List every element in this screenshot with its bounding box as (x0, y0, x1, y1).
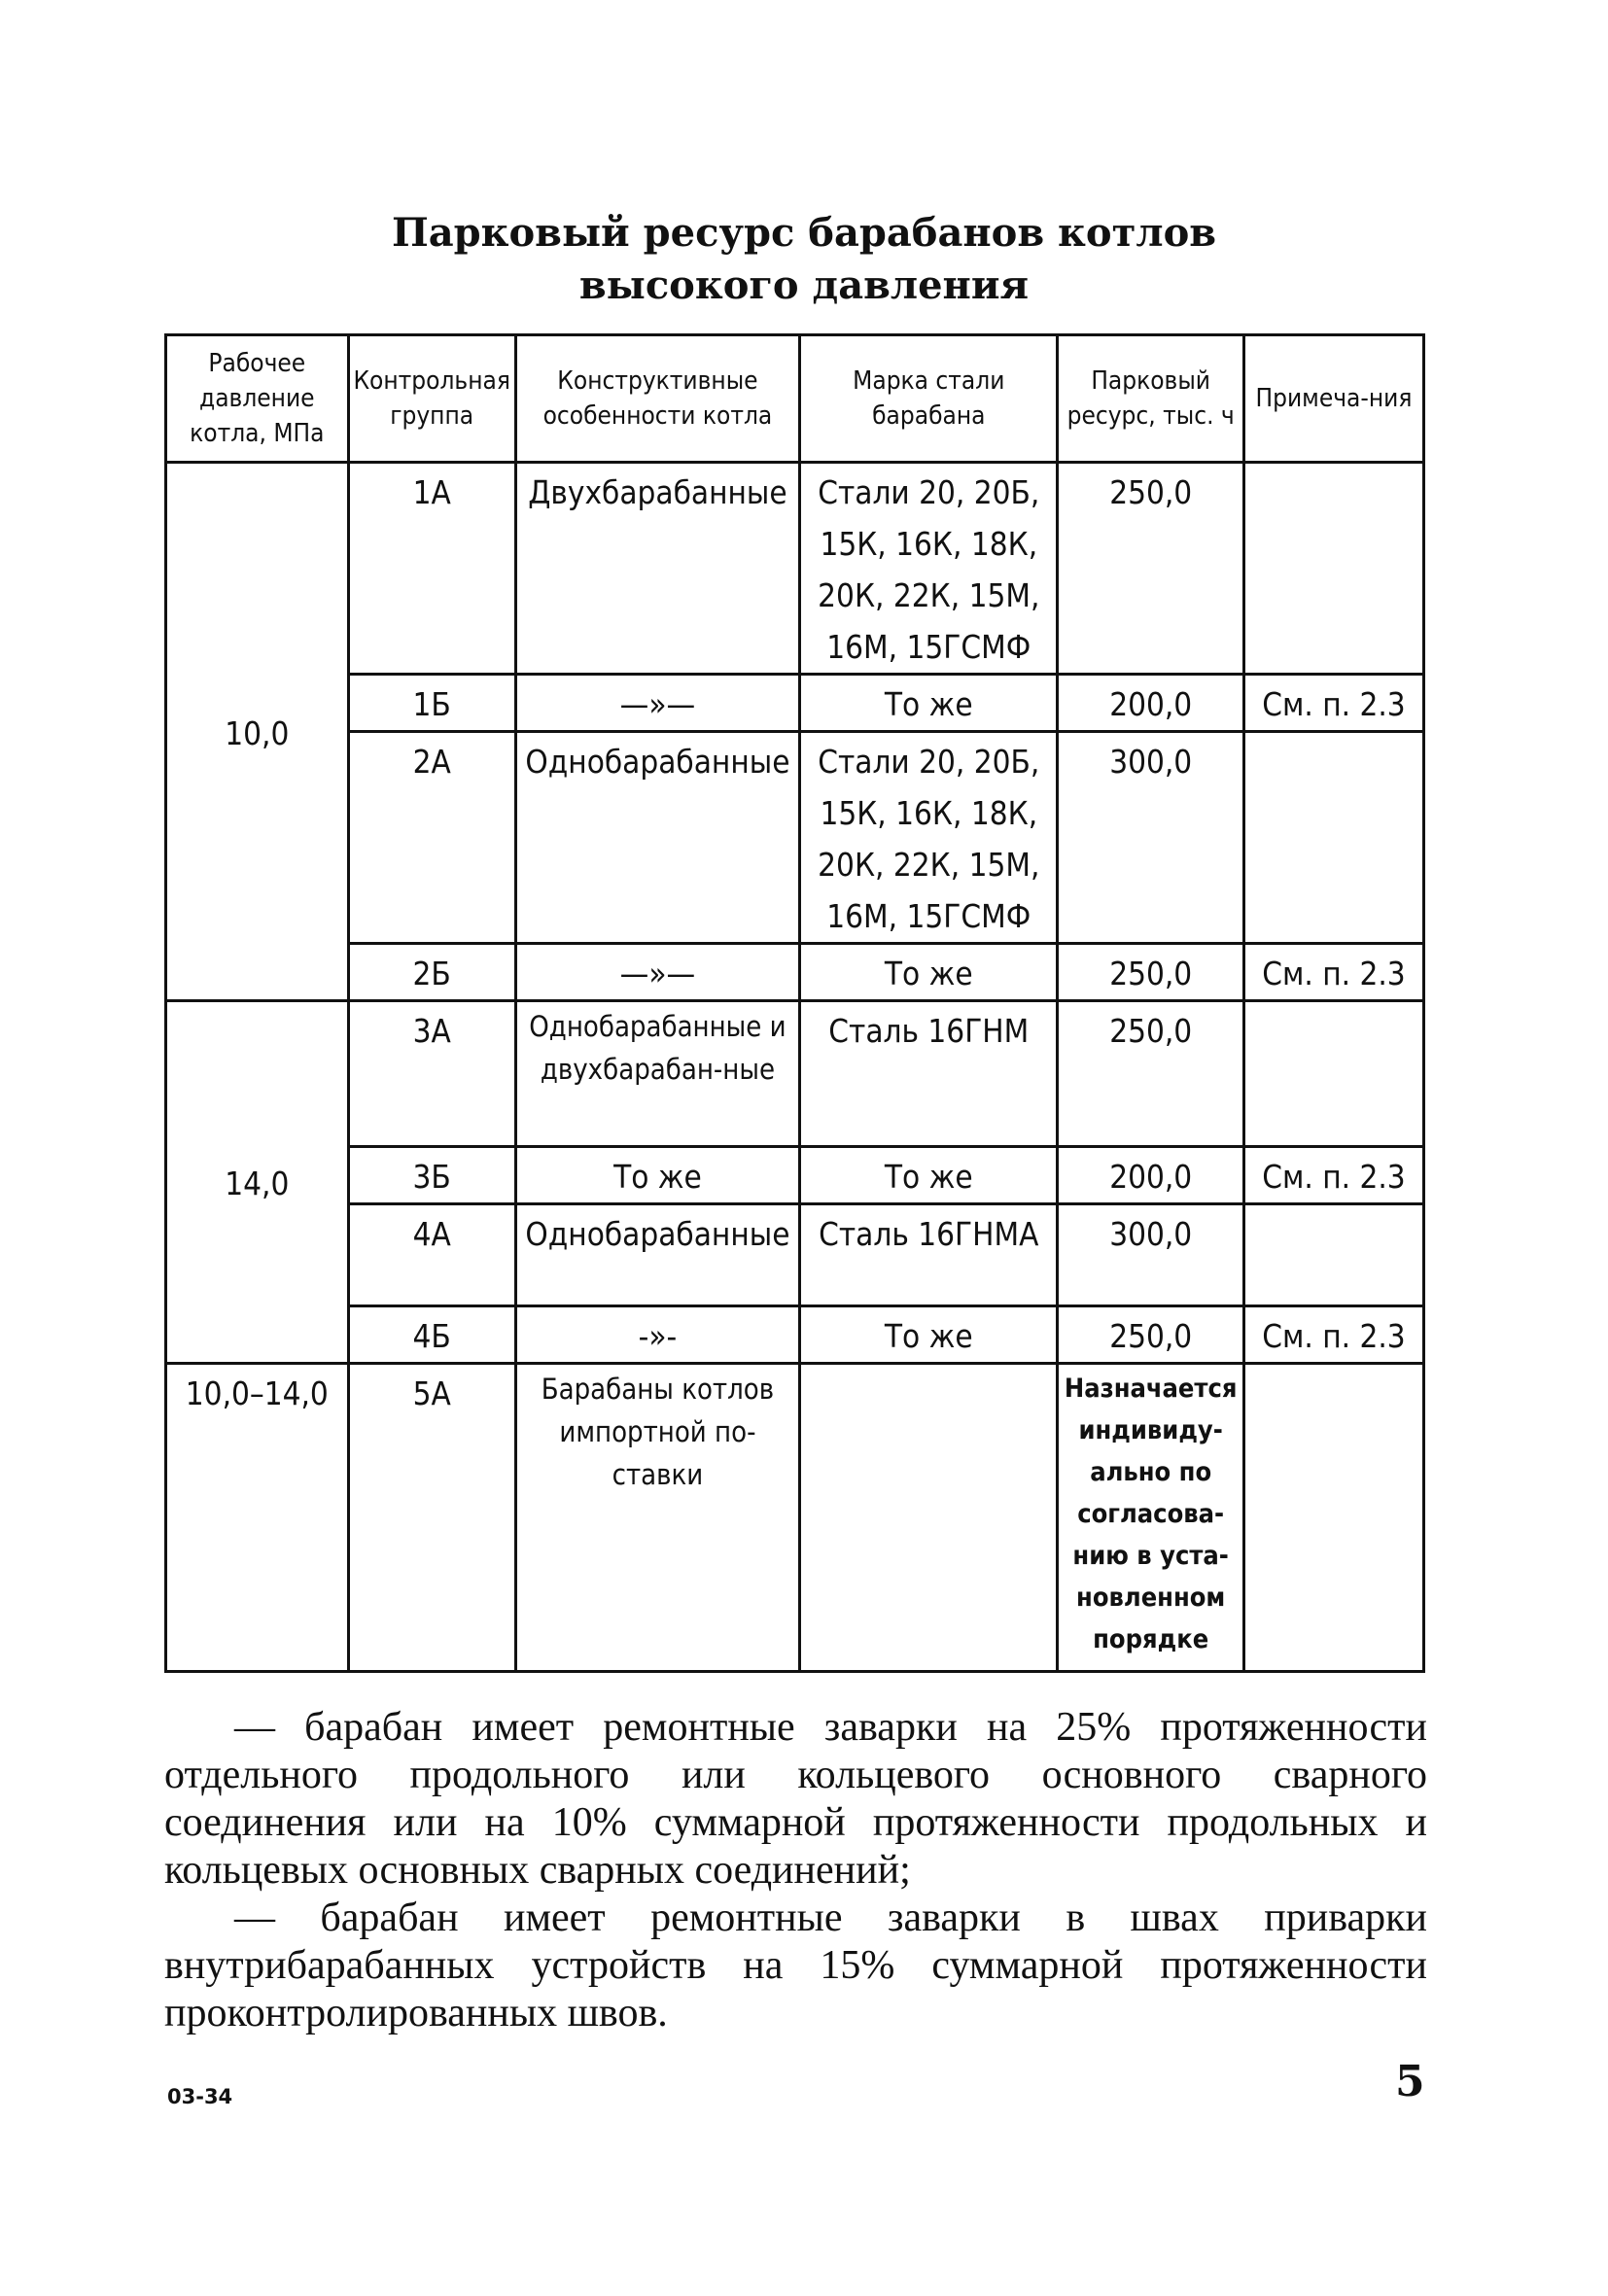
steel-cell: Стали 20, 20Б, 15К, 16К, 18К, 20К, 22К, 15М, 16М, 15ГСМФ (800, 732, 1058, 944)
paragraph: — барабан имеет ремонтные заварки в швах приварки внутрибарабанных устройств на 15% суммарной протяженности проконтролированных швов. (164, 1896, 1427, 2035)
group-cell: 5А (348, 1364, 515, 1672)
steel-cell (800, 1364, 1058, 1672)
header-steel-grade: Марка стали барабана (800, 335, 1058, 463)
note-cell (1243, 1364, 1423, 1672)
group-cell: 1А (348, 463, 515, 675)
group-cell: 2Б (348, 944, 515, 1001)
design-cell: Однобарабанные и двухбарабан-ные (515, 1001, 799, 1147)
body-text (164, 1704, 1427, 2037)
header-park-resource: Парковый ресурс, тыс. ч (1058, 335, 1244, 463)
group-cell: 4А (348, 1204, 515, 1306)
header-notes: Примеча-ния (1243, 335, 1423, 463)
table-title-line-1: Парковый ресурс барабанов котлов (391, 210, 1217, 256)
table-row (166, 944, 1424, 1001)
note-cell: См. п. 2.3 (1243, 1147, 1423, 1204)
paragraph: — барабан имеет ремонтные заварки на 25% протяженности отдельного продольного или кольцевого основного сварного соединения или на 10% суммарной протяженности продольных и кольцевых основных сварных соединений; (164, 1705, 1427, 1893)
resource-cell: Назначается индивиду-ально по согласова-нию в уста-новленном порядке (1058, 1364, 1244, 1672)
page-number: 5 (1395, 2057, 1425, 2106)
note-cell (1243, 732, 1423, 944)
group-cell: 2А (348, 732, 515, 944)
resource-cell: 250,0 (1058, 463, 1244, 675)
steel-cell: Сталь 16ГНМ (800, 1001, 1058, 1147)
table-row (166, 1204, 1424, 1306)
design-cell: Однобарабанные (515, 732, 799, 944)
group-cell: 4Б (348, 1306, 515, 1364)
table-title (0, 207, 1608, 312)
design-cell: —»— (515, 675, 799, 732)
resource-cell: 250,0 (1058, 1306, 1244, 1364)
note-cell: См. п. 2.3 (1243, 944, 1423, 1001)
steel-cell: То же (800, 1306, 1058, 1364)
table-row (166, 1147, 1424, 1204)
design-cell: Однобарабанные (515, 1204, 799, 1306)
header-control-group: Контрольная группа (348, 335, 515, 463)
table-row (166, 1364, 1424, 1672)
design-cell: Двухбарабанные (515, 463, 799, 675)
design-cell: —»— (515, 944, 799, 1001)
table-row (166, 1306, 1424, 1364)
steel-cell: То же (800, 675, 1058, 732)
steel-cell: То же (800, 1147, 1058, 1204)
group-cell: 1Б (348, 675, 515, 732)
note-cell (1243, 463, 1423, 675)
note-cell: См. п. 2.3 (1243, 675, 1423, 732)
table-header-row (166, 335, 1424, 463)
table-row (166, 463, 1424, 675)
resource-cell: 250,0 (1058, 1001, 1244, 1147)
note-cell: См. п. 2.3 (1243, 1306, 1423, 1364)
resource-cell: 250,0 (1058, 944, 1244, 1001)
note-cell (1243, 1001, 1423, 1147)
header-pressure: Рабочее давление котла, МПа (166, 335, 349, 463)
resource-table (164, 333, 1425, 1673)
table-title-line-2: высокого давления (578, 262, 1030, 308)
document-code: 03-34 (167, 2085, 233, 2108)
pressure-cell: 10,0–14,0 (166, 1364, 349, 1672)
resource-cell: 300,0 (1058, 1204, 1244, 1306)
note-cell (1243, 1204, 1423, 1306)
header-design: Конструктивные особенности котла (515, 335, 799, 463)
pressure-cell: 14,0 (166, 1001, 349, 1364)
steel-cell: То же (800, 944, 1058, 1001)
design-cell: Барабаны котлов импортной по-ставки (515, 1364, 799, 1672)
group-cell: 3Б (348, 1147, 515, 1204)
steel-cell: Стали 20, 20Б, 15К, 16К, 18К, 20К, 22К, 15М, 16М, 15ГСМФ (800, 463, 1058, 675)
table-row (166, 1001, 1424, 1147)
resource-cell: 300,0 (1058, 732, 1244, 944)
table-row (166, 732, 1424, 944)
design-cell: -»- (515, 1306, 799, 1364)
resource-cell: 200,0 (1058, 1147, 1244, 1204)
pressure-cell: 10,0 (166, 463, 349, 1001)
design-cell: То же (515, 1147, 799, 1204)
group-cell: 3А (348, 1001, 515, 1147)
table-row (166, 675, 1424, 732)
steel-cell: Сталь 16ГНМА (800, 1204, 1058, 1306)
resource-cell: 200,0 (1058, 675, 1244, 732)
